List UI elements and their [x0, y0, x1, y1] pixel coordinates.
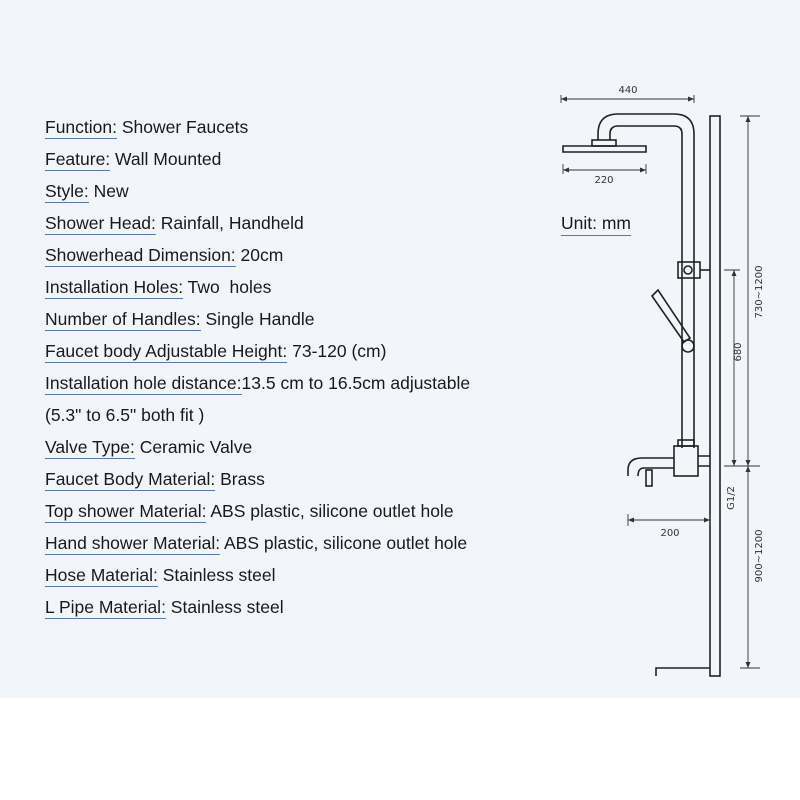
dim-rail-height: 680 — [733, 342, 744, 362]
spec-key: Hand shower Material: — [45, 533, 221, 553]
spec-value: Single Handle — [200, 309, 315, 329]
dim-mount-height: 900~1200 — [754, 529, 765, 583]
dim-total-height: 730~1200 — [754, 265, 765, 319]
spec-key: L Pipe Material: — [45, 597, 166, 617]
spec-value: Stainless steel — [157, 565, 276, 585]
spec-key: Function: — [45, 117, 117, 137]
spec-value: (5.3" to 6.5" both fit ) — [45, 405, 205, 425]
spec-value: Stainless steel — [165, 597, 284, 617]
dim-line-spout-reach — [628, 514, 710, 526]
spec-key: Shower Head: — [45, 213, 156, 233]
spec-value: Brass — [215, 469, 265, 489]
spec-key: Showerhead Dimension: — [45, 245, 236, 265]
spec-value: ABS plastic, silicone outlet hole — [206, 501, 454, 521]
mixer-lever — [646, 470, 652, 486]
wall-rail — [710, 116, 720, 676]
mixer-cap — [678, 440, 694, 446]
mixer-body — [674, 446, 698, 476]
dim-spout-reach: 200 — [660, 528, 680, 539]
spec-key: Number of Handles: — [45, 309, 201, 329]
spec-key: Valve Type: — [45, 437, 135, 457]
mixer-bracket — [698, 456, 710, 466]
spec-key: Feature: — [45, 149, 111, 169]
spec-value: Rainfall, Handheld — [155, 213, 304, 233]
rain-shower-head — [563, 146, 646, 152]
spec-key: Style: — [45, 181, 89, 201]
spec-key: Installation hole distance: — [45, 373, 242, 393]
spec-value: Shower Faucets — [116, 117, 249, 137]
diverter-knob — [684, 266, 692, 274]
spec-key: Hose Material: — [45, 565, 158, 585]
spec-value: 73-120 (cm) — [287, 341, 387, 361]
dim-line-head-width — [563, 164, 646, 174]
spec-key: Faucet body Adjustable Height: — [45, 341, 288, 361]
spec-value: 13.5 cm to 16.5cm adjustable — [241, 373, 471, 393]
spec-value: 20cm — [235, 245, 284, 265]
dim-line-top-width — [561, 95, 694, 103]
shower-arm-inner — [610, 126, 682, 140]
spec-value: Wall Mounted — [110, 149, 222, 169]
bath-spout — [628, 458, 674, 476]
spec-value: New — [88, 181, 129, 201]
dim-head-width: 220 — [594, 175, 614, 186]
spec-value: Ceramic Valve — [134, 437, 253, 457]
spec-value: ABS plastic, silicone outlet hole — [220, 533, 468, 553]
handheld-shower — [652, 290, 690, 342]
unit-label: Unit: mm — [561, 212, 631, 236]
spec-value: Two holes — [183, 277, 272, 297]
dim-thread: G1/2 — [726, 486, 737, 510]
dim-line-rail-height — [724, 270, 740, 466]
dim-top-width: 440 — [618, 85, 638, 96]
spec-key: Faucet Body Material: — [45, 469, 216, 489]
riser-pipe — [682, 134, 694, 448]
floor-pipe — [656, 668, 710, 676]
shower-head-connector — [592, 140, 616, 146]
spec-key: Installation Holes: — [45, 277, 184, 297]
spec-key: Top shower Material: — [45, 501, 207, 521]
